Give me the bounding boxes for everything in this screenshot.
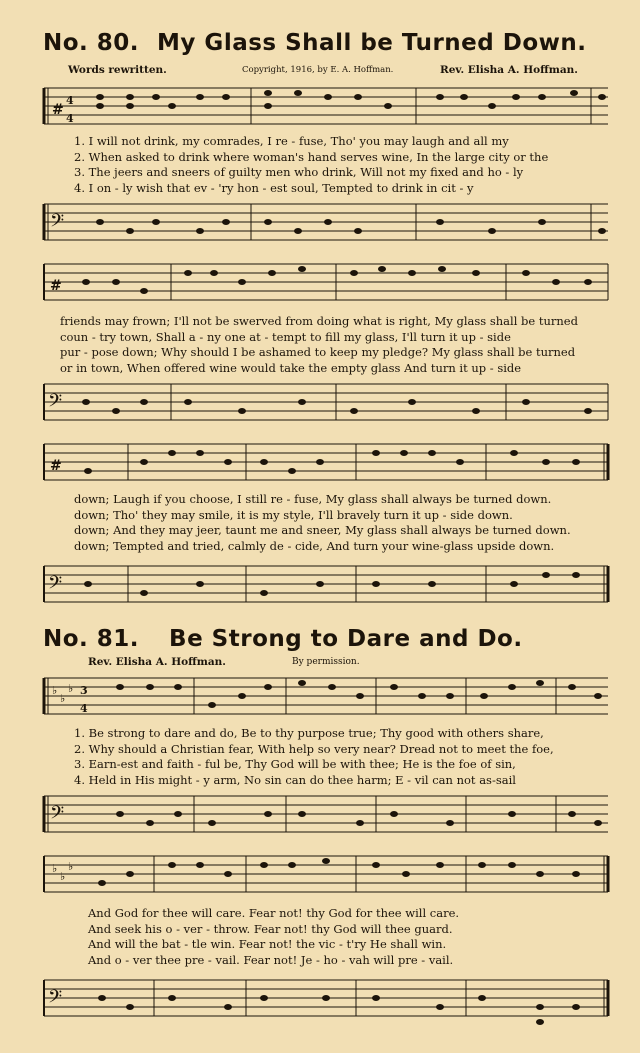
svg-text:4: 4	[66, 112, 74, 125]
hymn-80-s1-verse-4: 4. I on - ly wish that ev - 'ry hon - est soul, Tempted to drink in cit - y	[74, 180, 474, 195]
hymn-80-name: My Glass Shall be Turned Down.	[157, 30, 587, 56]
svg-text:#: #	[50, 458, 62, 474]
hymn-80-system-1-bass	[36, 200, 616, 248]
svg-text:#: #	[52, 102, 64, 118]
svg-text:♭: ♭	[52, 862, 58, 875]
hymn-81-system-1-bass	[36, 792, 616, 840]
hymn-80-system-3-treble	[36, 440, 616, 488]
hymn-80-s3-verse-1: down; Laugh if you choose, I still re - fuse, My glass shall always be turned down.	[74, 492, 552, 506]
svg-text:𝄢: 𝄢	[48, 987, 63, 1012]
hymn-81-s2-verse-2: And seek his o - ver - throw. Fear not! thy God will thee guard.	[88, 921, 453, 936]
hymn-81-s1-verse-1: 1. Be strong to dare and do, Be to thy purpose true; Thy good with others share,	[74, 726, 544, 740]
hymn-81-system-2-lyrics	[88, 906, 459, 968]
hymn-80-system-1-lyrics	[74, 134, 548, 196]
hymn-81-s2-verse-3: And will the bat - tle win. Fear not! the vic - t'ry He shall win.	[88, 937, 447, 951]
hymn-81-permission: By permission.	[292, 657, 360, 667]
hymn-80-system-1-treble	[36, 84, 616, 132]
svg-text:#: #	[50, 278, 62, 294]
svg-text:𝄢: 𝄢	[50, 211, 65, 236]
hymn-80-system-2-treble	[36, 260, 616, 308]
svg-text:𝄢: 𝄢	[48, 573, 63, 598]
svg-text:4: 4	[66, 94, 74, 107]
hymn-80-system-3-lyrics	[74, 492, 571, 554]
hymn-80-s2-verse-2: coun - try town, Shall a - ny one at - tempt to fill my glass, I'll turn it up - side	[60, 329, 511, 344]
hymn-80-title	[0, 30, 640, 56]
hymn-81-system-1-treble	[36, 674, 616, 722]
hymn-80-s3-verse-4: down; Tempted and tried, calmly de - cide, And turn your wine-glass upside down.	[74, 538, 555, 553]
hymn-80-s1-verse-3: 3. The jeers and sneers of guilty men who drink, Will not my fixed and ho - ly	[74, 165, 524, 179]
hymn-81-s1-verse-3: 3. Earn-est and faith - ful be, Thy God will be with thee; He is the foe of sin,	[74, 757, 516, 771]
hymn-80-author: Rev. Elisha A. Hoffman.	[440, 64, 578, 76]
hymn-81-system-2-treble	[36, 852, 616, 900]
hymn-80-s3-verse-3: down; And they may jeer, taunt me and sneer, My glass shall always be turned down.	[74, 523, 571, 537]
hymn-81-number: No. 81.	[43, 626, 140, 652]
svg-text:♭: ♭	[60, 692, 66, 705]
hymn-80-s2-verse-1: friends may frown; I'll not be swerved from doing what is right, My glass shall be turned	[60, 314, 578, 328]
hymn-80-copyright: Copyright, 1916, by E. A. Hoffman.	[242, 65, 394, 75]
hymn-81-name: Be Strong to Dare and Do.	[169, 626, 523, 652]
svg-text:♭: ♭	[68, 860, 74, 873]
hymn-81-author: Rev. Elisha A. Hoffman.	[88, 656, 226, 668]
hymn-81-s2-verse-4: And o - ver thee pre - vail. Fear not! Je - ho - vah will pre - vail.	[88, 952, 454, 967]
hymn-80-number: No. 80.	[43, 30, 140, 56]
svg-text:♭: ♭	[68, 682, 74, 695]
hymn-81-s1-verse-4: 4. Held in His might - y arm, No sin can do thee harm; E - vil can not as-sail	[74, 772, 516, 787]
hymn-81-s1-verse-2: 2. Why should a Christian fear, With help so very near? Dread not to meet the foe,	[74, 741, 554, 756]
hymn-80-system-2-lyrics	[60, 314, 578, 376]
hymn-80-words-note: Words rewritten.	[68, 64, 167, 76]
hymn-80-s2-verse-4: or in town, When offered wine would take the empty glass And turn it up - side	[60, 360, 522, 375]
hymn-80-s1-verse-2: 2. When asked to drink where woman's hand serves wine, In the large city or the	[74, 149, 549, 164]
svg-text:♭: ♭	[52, 684, 58, 697]
svg-text:4: 4	[80, 702, 88, 715]
svg-text:♭: ♭	[60, 870, 66, 883]
svg-text:𝄢: 𝄢	[50, 803, 65, 828]
hymn-81-system-2-bass	[36, 976, 616, 1032]
svg-text:3: 3	[80, 684, 88, 697]
hymn-80-system-2-bass	[36, 380, 616, 428]
hymn-81-s2-verse-1: And God for thee will care. Fear not! thy God for thee will care.	[88, 906, 460, 920]
hymn-80-s2-verse-3: pur - pose down; Why should I be ashamed to keep my pledge? My glass shall be turned	[60, 345, 576, 359]
hymn-80-s1-verse-1: 1. I will not drink, my comrades, I re - fuse, Tho' you may laugh and all my	[74, 134, 509, 148]
hymn-80-system-3-bass	[36, 562, 616, 610]
svg-text:𝄢: 𝄢	[48, 391, 63, 416]
hymn-81-title	[0, 626, 640, 652]
hymn-81-system-1-lyrics	[74, 726, 554, 788]
hymn-80-s3-verse-2: down; Tho' they may smile, it is my style, I'll bravely turn it up - side down.	[74, 507, 513, 522]
